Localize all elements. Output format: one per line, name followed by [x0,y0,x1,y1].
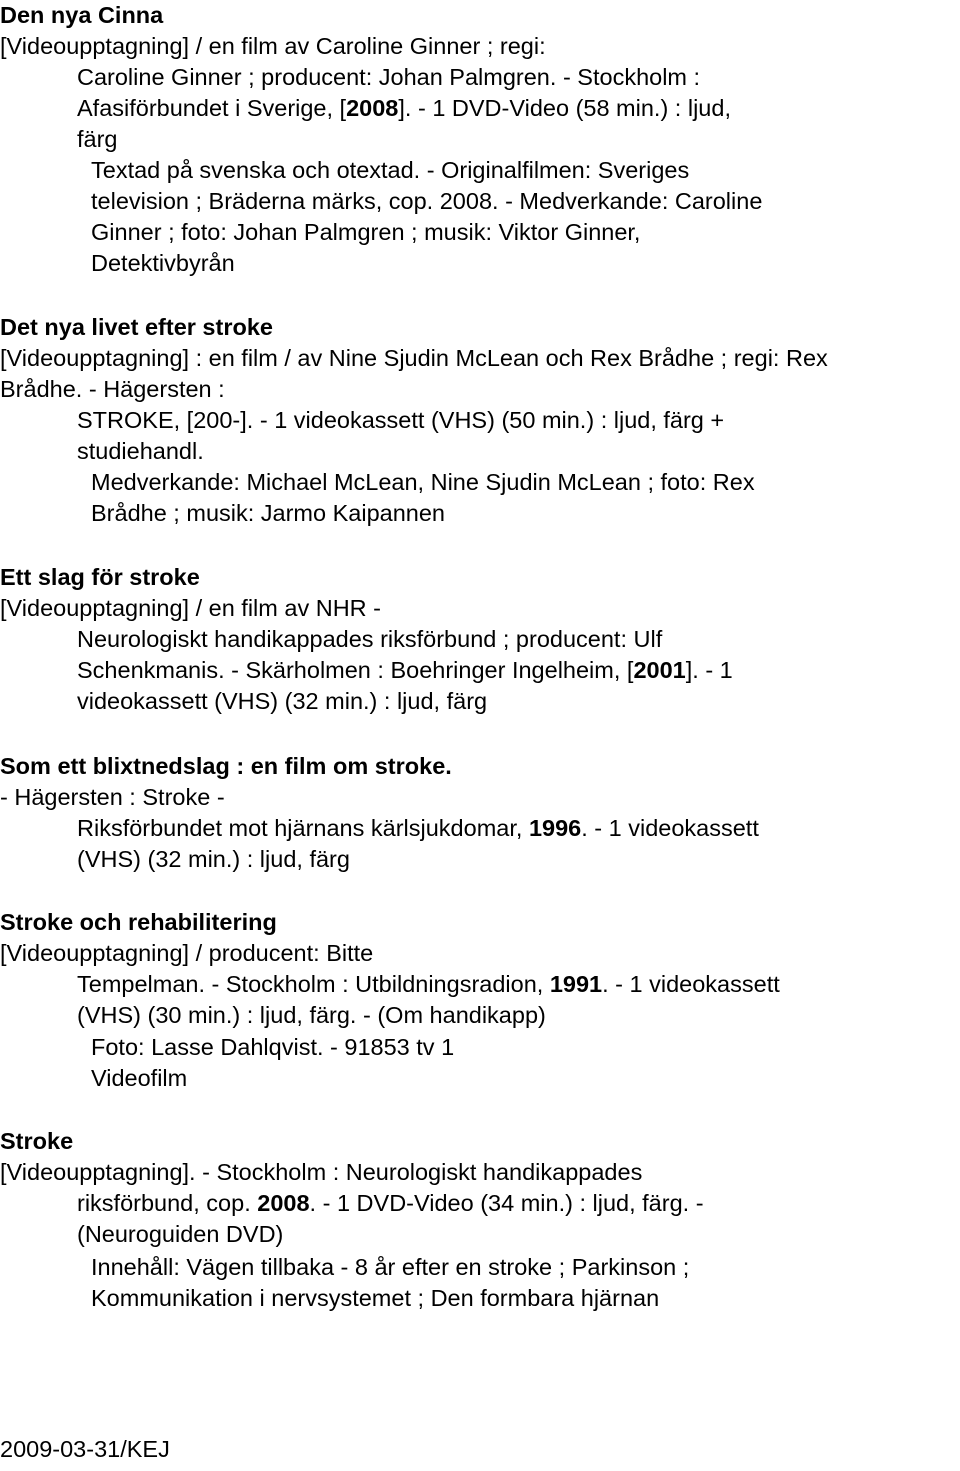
entry-title: Stroke [0,1128,74,1154]
entry-note: Ginner ; foto: Johan Palmgren ; musik: Viktor Ginner, [91,219,641,245]
entry-line: - Hägersten : Stroke - [0,784,225,810]
entry-line: STROKE, [200-]. - 1 videokassett (VHS) (50 min.) : ljud, färg + [77,407,725,433]
entry-line-part: . - 1 videokassett [581,815,759,841]
entry-line [77,1188,704,1219]
entry-line [77,655,733,686]
entry-line: (VHS) (30 min.) : ljud, färg. - (Om handikapp) [77,1002,546,1028]
entry-line-part: . - 1 DVD-Video (34 min.) : ljud, färg. - [309,1190,704,1216]
entry-line: [Videoupptagning] : en film / av Nine Sjudin McLean och Rex Brådhe ; regi: Rex [0,345,828,371]
entry-year: 2008 [346,95,399,121]
entry-title: Ett slag för stroke [0,564,200,590]
entry-line-part: ]. - 1 [685,657,733,683]
entry-note: Innehåll: Vägen tillbaka - 8 år efter en stroke ; Parkinson ; [91,1254,690,1280]
entry-line: [Videoupptagning]. - Stockholm : Neurologiskt handikappades [0,1159,643,1185]
entry-title: Den nya Cinna [0,2,164,28]
entry-note: Detektivbyrån [91,250,235,276]
entry-title: Som ett blixtnedslag : en film om stroke. [0,753,452,779]
entry-line-part: Schenkmanis. - Skärholmen : Boehringer Ingelheim, [ [77,657,634,683]
entry-line [77,969,780,1000]
entry-note: Foto: Lasse Dahlqvist. - 91853 tv 1 [91,1034,455,1060]
entry-line: Brådhe. - Hägersten : [0,376,225,402]
entry-note: Medverkande: Michael McLean, Nine Sjudin McLean ; foto: Rex [91,469,755,495]
entry-line [77,813,759,844]
entry-year: 2008 [257,1190,310,1216]
entry-title: Det nya livet efter stroke [0,314,273,340]
entry-line-part: Riksförbundet mot hjärnans kärlsjukdomar, [77,815,529,841]
entry-line-part: riksförbund, cop. [77,1190,258,1216]
entry-line: videokassett (VHS) (32 min.) : ljud, färg [77,688,488,714]
entry-line: [Videoupptagning] / producent: Bitte [0,940,374,966]
entry-line-part: Tempelman. - Stockholm : Utbildningsradion, [77,971,550,997]
entry-year: 1996 [528,815,582,841]
entry-title: Stroke och rehabilitering [0,909,277,935]
entry-line: (Neuroguiden DVD) [77,1221,284,1247]
entry-line: [Videoupptagning] / en film av NHR - [0,595,381,621]
entry-note: television ; Bräderna märks, cop. 2008. - Medverkande: Caroline [91,188,763,214]
entry-line: (VHS) (32 min.) : ljud, färg [77,846,350,872]
entry-line: studiehandl. [77,438,204,464]
entry-year: 2001 [633,657,686,683]
entry-note: Textad på svenska och otextad. - Originalfilmen: Sveriges [91,157,690,183]
entry-note: Brådhe ; musik: Jarmo Kaipannen [91,500,445,526]
entry-note: Kommunikation i nervsystemet ; Den formbara hjärnan [91,1285,660,1311]
entry-note: Videofilm [91,1065,188,1091]
entry-line: färg [77,126,118,152]
entry-line: [Videoupptagning] / en film av Caroline Ginner ; regi: [0,33,546,59]
entry-line-part: Afasiförbundet i Sverige, [ [77,95,347,121]
entry-line: Caroline Ginner ; producent: Johan Palmgren. - Stockholm : [77,64,701,90]
entry-line [77,93,731,124]
entry-line-part: . - 1 videokassett [602,971,780,997]
footer-date-signature: 2009-03-31/KEJ [0,1436,170,1462]
entry-line-part: ]. - 1 DVD-Video (58 min.) : ljud, [398,95,731,121]
entry-year: 1991 [549,971,603,997]
entry-line: Neurologiskt handikappades riksförbund ; producent: Ulf [77,626,663,652]
